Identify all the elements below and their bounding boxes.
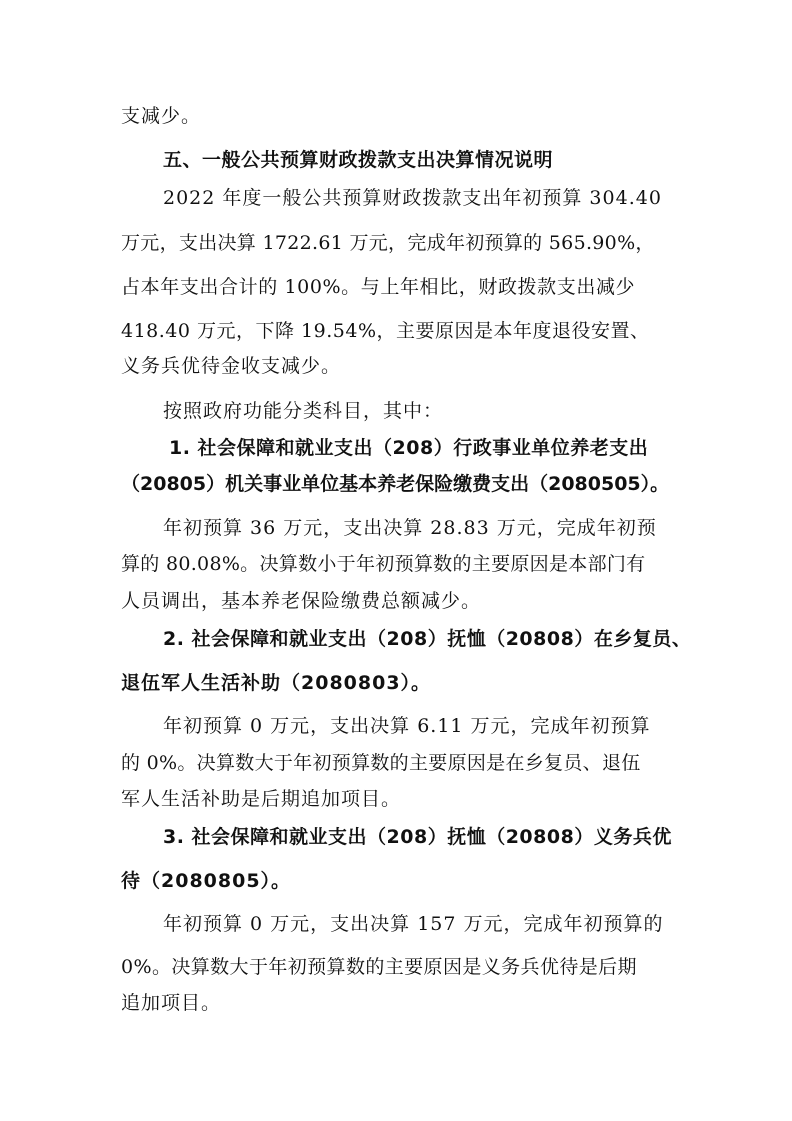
paragraph-line: 追加项目。 xyxy=(121,992,222,1014)
item-heading: 2. 社会保障和就业支出（208）抚恤（20808）在乡复员、 xyxy=(163,628,692,650)
paragraph-line: 支减少。 xyxy=(121,105,202,127)
paragraph-line: 年初预算 0 万元，支出决算 6.11 万元，完成年初预算 xyxy=(163,715,651,737)
section-heading: 五、一般公共预算财政拨款支出决算情况说明 xyxy=(163,149,554,171)
item-heading: 3. 社会保障和就业支出（208）抚恤（20808）义务兵优 xyxy=(163,826,672,848)
item-heading: 1. 社会保障和就业支出（208）行政事业单位养老支出 xyxy=(169,437,649,459)
paragraph-line: 人员调出，基本养老保险缴费总额减少。 xyxy=(121,590,482,612)
paragraph-line: 年初预算 0 万元，支出决算 157 万元，完成年初预算的 xyxy=(163,913,664,935)
paragraph-line: 年初预算 36 万元，支出决算 28.83 万元，完成年初预 xyxy=(163,517,657,539)
paragraph-line: 占本年支出合计的 100%。与上年相比，财政拨款支出减少 xyxy=(121,276,636,298)
paragraph-line: 0%。决算数大于年初预算数的主要原因是义务兵优待是后期 xyxy=(121,956,637,978)
paragraph-line: 义务兵优待金收支减少。 xyxy=(121,355,342,377)
paragraph-line: 算的 80.08%。决算数小于年初预算数的主要原因是本部门有 xyxy=(121,553,646,575)
paragraph-line: 2022 年度一般公共预算财政拨款支出年初预算 304.40 xyxy=(163,187,662,209)
paragraph-line: 按照政府功能分类科目，其中： xyxy=(163,400,444,422)
item-heading: 退伍军人生活补助（2080803）。 xyxy=(121,672,432,694)
paragraph-line: 418.40 万元，下降 19.54%，主要原因是本年度退役安置、 xyxy=(121,320,650,342)
paragraph-line: 的 0%。决算数大于年初预算数的主要原因是在乡复员、退伍 xyxy=(121,752,641,774)
paragraph-line: 军人生活补助是后期追加项目。 xyxy=(121,788,402,810)
item-heading: 待（2080805）。 xyxy=(121,870,292,892)
item-heading: （20805）机关事业单位基本养老保险缴费支出（2080505）。 xyxy=(121,473,670,495)
paragraph-line: 万元，支出决算 1722.61 万元，完成年初预算的 565.90%， xyxy=(121,232,655,254)
